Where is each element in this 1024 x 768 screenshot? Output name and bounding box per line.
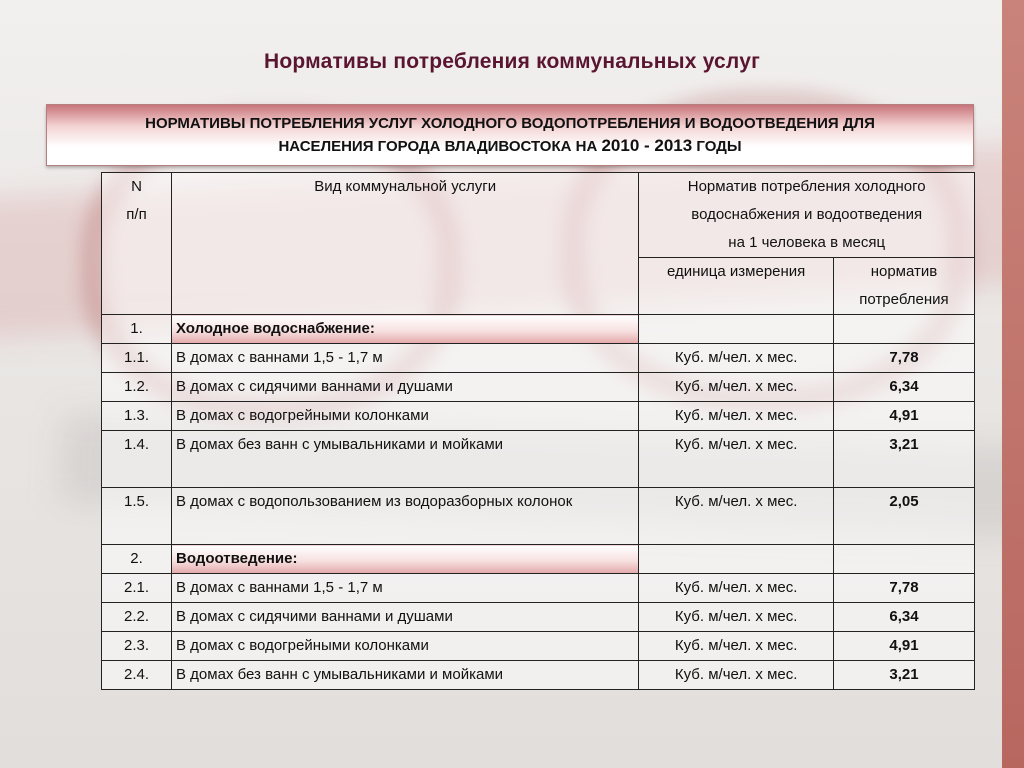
table-row xyxy=(102,373,975,402)
row-num: 2.4. xyxy=(102,661,172,690)
row-num: 2.2. xyxy=(102,603,172,632)
table-row xyxy=(102,603,975,632)
row-service: В домах без ванн с умывальниками и мойками xyxy=(172,661,639,690)
header-num xyxy=(102,173,172,315)
row-value: 7,78 xyxy=(833,344,974,373)
header-norm-group-line3: на 1 человека в месяц xyxy=(728,234,886,251)
section-name: Водоотведение: xyxy=(172,545,639,574)
row-value: 4,91 xyxy=(833,632,974,661)
header-unit: единица измерения xyxy=(639,258,834,315)
row-value: 6,34 xyxy=(833,603,974,632)
table-header-row xyxy=(102,173,975,258)
row-unit: Куб. м/чел. х мес. xyxy=(639,488,834,545)
row-unit: Куб. м/чел. х мес. xyxy=(639,574,834,603)
row-num: 1.4. xyxy=(102,431,172,488)
row-num: 1.3. xyxy=(102,402,172,431)
row-value: 6,34 xyxy=(833,373,974,402)
page-title: Нормативы потребления коммунальных услуг xyxy=(263,50,761,73)
section-row xyxy=(102,545,975,574)
header-norm-group-line1: Норматив потребления холодного xyxy=(687,178,926,195)
row-value: 3,21 xyxy=(833,661,974,690)
header-num-line2: п/п xyxy=(126,206,147,223)
empty-cell xyxy=(833,315,974,344)
row-service: В домах без ванн с умывальниками и мойками xyxy=(172,431,639,488)
row-value: 7,78 xyxy=(833,574,974,603)
row-service: В домах с сидячими ваннами и душами xyxy=(172,603,639,632)
table-row xyxy=(102,344,975,373)
section-name: Холодное водоснабжение: xyxy=(172,315,639,344)
side-accent-bar xyxy=(1002,0,1024,768)
row-num: 2.3. xyxy=(102,632,172,661)
row-unit: Куб. м/чел. х мес. xyxy=(639,603,834,632)
section-num: 1. xyxy=(102,315,172,344)
subtitle-text xyxy=(145,113,875,158)
header-norm-group-line2: водоснабжения и водоотведения xyxy=(691,206,923,223)
row-num: 1.5. xyxy=(102,488,172,545)
row-service: В домах с сидячими ваннами и душами xyxy=(172,373,639,402)
header-value xyxy=(833,258,974,315)
header-service: Вид коммунальной услуги xyxy=(172,173,639,315)
row-unit: Куб. м/чел. х мес. xyxy=(639,402,834,431)
table-row xyxy=(102,402,975,431)
table-row xyxy=(102,431,975,488)
table-row xyxy=(102,661,975,690)
empty-cell xyxy=(639,315,834,344)
header-num-line1: N xyxy=(131,178,142,195)
row-unit: Куб. м/чел. х мес. xyxy=(639,344,834,373)
row-num: 1.1. xyxy=(102,344,172,373)
row-service: В домах с водогрейными колонками xyxy=(172,402,639,431)
section-row xyxy=(102,315,975,344)
row-unit: Куб. м/чел. х мес. xyxy=(639,632,834,661)
table-row xyxy=(102,488,975,545)
row-num: 1.2. xyxy=(102,373,172,402)
header-norm-group xyxy=(639,173,975,258)
empty-cell xyxy=(639,545,834,574)
row-unit: Куб. м/чел. х мес. xyxy=(639,431,834,488)
subtitle-line1: НОРМАТИВЫ ПОТРЕБЛЕНИЯ УСЛУГ ХОЛОДНОГО ВОДОПОТРЕБЛЕНИЯ И ВОДООТВЕДЕНИЯ ДЛЯ xyxy=(145,114,875,132)
table-row xyxy=(102,632,975,661)
row-service: В домах с ваннами 1,5 - 1,7 м xyxy=(172,344,639,373)
row-service: В домах с водогрейными колонками xyxy=(172,632,639,661)
row-unit: Куб. м/чел. х мес. xyxy=(639,661,834,690)
row-service: В домах с водопользованием из водоразборных колонок xyxy=(172,488,639,545)
row-value: 3,21 xyxy=(833,431,974,488)
subtitle-banner xyxy=(46,104,974,166)
header-value-line1: норматив xyxy=(870,263,938,280)
row-value: 2,05 xyxy=(833,488,974,545)
row-unit: Куб. м/чел. х мес. xyxy=(639,373,834,402)
row-value: 4,91 xyxy=(833,402,974,431)
row-num: 2.1. xyxy=(102,574,172,603)
subtitle-line2-prefix: НАСЕЛЕНИЯ ГОРОДА ВЛАДИВОСТОКА НА xyxy=(278,137,602,155)
subtitle-years: 2010 - 2013 xyxy=(601,135,693,155)
norms-table xyxy=(101,172,975,690)
empty-cell xyxy=(833,545,974,574)
section-num: 2. xyxy=(102,545,172,574)
table-row xyxy=(102,574,975,603)
header-value-line2: потребления xyxy=(859,291,949,308)
subtitle-line2-suffix: ГОДЫ xyxy=(692,137,742,155)
row-service: В домах с ваннами 1,5 - 1,7 м xyxy=(172,574,639,603)
